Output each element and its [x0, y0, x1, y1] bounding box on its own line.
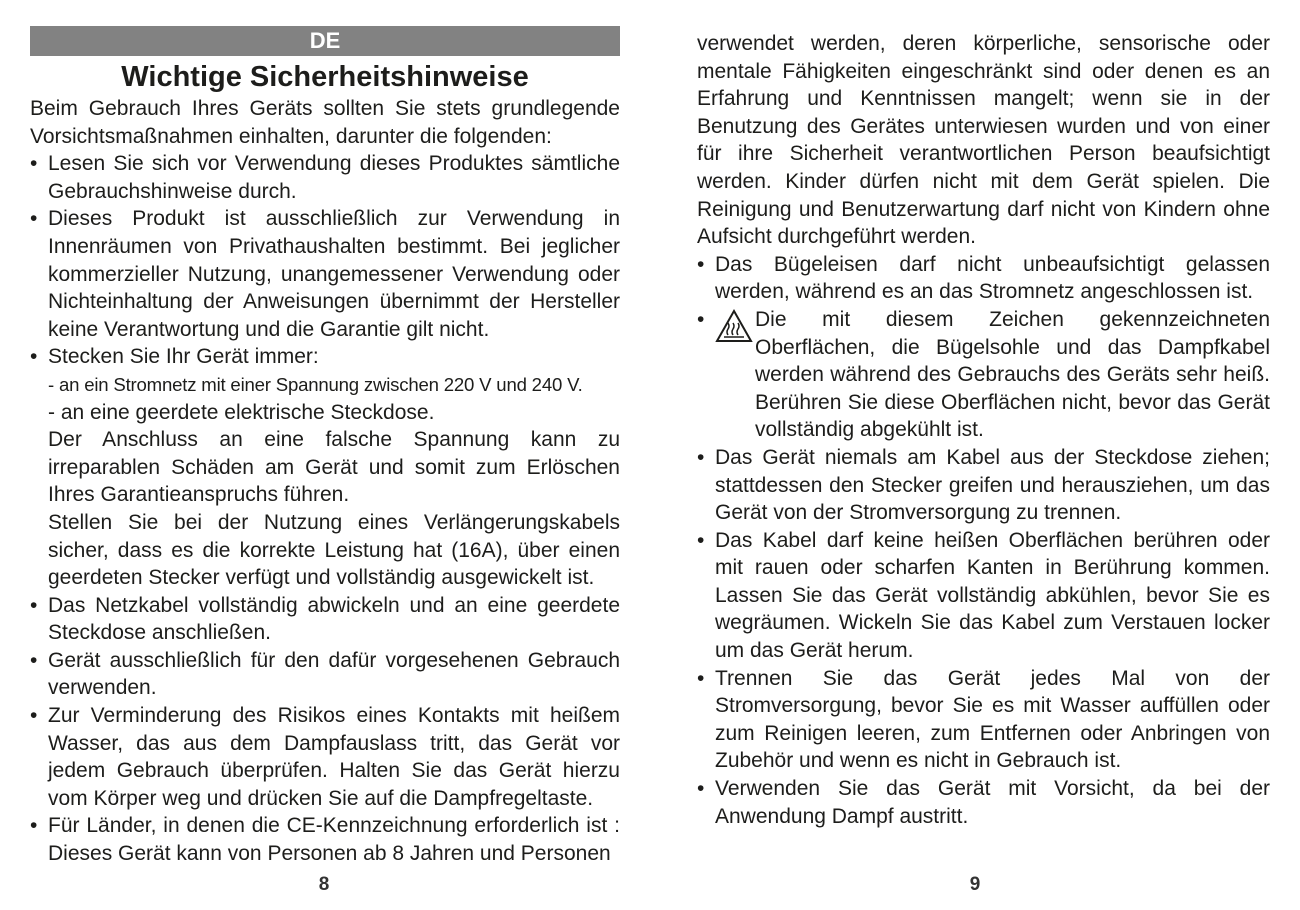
page-number-left: 8: [318, 874, 330, 895]
list-item-text: Das Netzkabel vollständig abwickeln und an eine geerdete Steckdose anschließen.: [48, 593, 620, 645]
intro-paragraph: Beim Gebrauch Ihres Geräts sollten Sie stets grundlegende Vorsichtsmaßnahmen einhalten, darunter die folgenden:: [30, 97, 620, 148]
list-item: [697, 527, 1270, 665]
bullet-icon: •: [30, 152, 38, 176]
list-item-text: Trennen Sie das Gerät jedes Mal von der Stromversorgung, bevor Sie es mit Wasser auffüllen oder zum Reinigen leeren, zum Entfernen oder Anbringen von Zubehör und wenn es nicht in Gebrauch ist.: [715, 666, 1270, 773]
page-number-right: 9: [969, 874, 981, 895]
list-item-text: Verwenden Sie das Gerät mit Vorsicht, da bei der Anwendung Dampf austritt.: [715, 777, 1270, 828]
bullet-icon: •: [30, 593, 38, 617]
grounding-requirement: - an eine geerdete elektrische Steckdose.: [48, 400, 435, 424]
list-item: [697, 251, 1270, 306]
bullet-icon: •: [697, 528, 705, 552]
list-item: [30, 647, 620, 702]
hot-surface-warning-icon: [715, 308, 753, 344]
list-item: [30, 205, 620, 343]
list-item: [30, 150, 620, 205]
list-item: [30, 812, 620, 867]
bullet-icon: •: [30, 345, 38, 369]
bullet-icon: •: [697, 666, 705, 690]
list-item-text: Zur Verminderung des Risikos eines Kontakts mit heißem Wasser, das aus dem Dampfauslass tritt, das Gerät vor jedem Gebrauch überprüfen. Halten Sie das Gerät hierzu vom Körper weg und drücken Sie auf die Dampfregeltaste.: [48, 704, 620, 810]
bullet-icon: •: [30, 207, 38, 231]
continuation-paragraph: verwendet werden, deren körperliche, sensorische oder mentale Fähigkeiten eingeschränkt sind oder denen es an Erfahrung und Kenntnissen mangelt; wenn sie in der Benutzung des Gerätes unterwiesen wurden und von einer für ihre Sicherheit verantwortlichen Person beaufsichtigt werden. Kinder dürfen nicht mit dem Gerät spielen. Die Reinigung und Benutzerwartung darf nicht von Kindern ohne Aufsicht durchgeführt werden.: [697, 32, 1270, 249]
list-item-text: Die mit diesem Zeichen gekennzeichneten Oberflächen, die Bügelsohle und das Dampfkabel werden während des Gebrauchs des Geräts sehr heiß. Berühren Sie diese Oberflächen nicht, bevor das Gerät vollständig abgekühlt ist.: [755, 307, 1270, 442]
page-title: Wichtige Sicherheitshinweise: [121, 61, 529, 93]
list-item-text: Das Kabel darf keine heißen Oberflächen berühren oder mit rauen oder scharfen Kanten in Berührung kommen. Lassen Sie das Gerät vollständig abkühlen, bevor Sie es wegräumen. Wickeln Sie das Kabel zum Verstauen locker um das Gerät herum.: [715, 528, 1270, 663]
list-item: [697, 665, 1270, 775]
list-item: [30, 702, 620, 812]
extension-cable-note: Stellen Sie bei der Nutzung eines Verlängerungskabels sicher, dass es die korrekte Leistung hat (16A), über einen geerdeten Stecker verfügt und vollständig ausgewickelt ist.: [48, 510, 620, 590]
list-item-text: Das Bügeleisen darf nicht unbeaufsichtigt gelassen werden, während es an das Stromnetz angeschlossen ist.: [715, 252, 1270, 304]
bullet-icon: •: [30, 648, 38, 672]
bullet-icon: •: [697, 445, 705, 469]
bullet-icon: •: [697, 777, 705, 801]
hot-surface-warning-item: [697, 306, 1270, 444]
list-item-text: Für Länder, in denen die CE-Kennzeichnung erforderlich ist : Dieses Gerät kann von Personen ab 8 Jahren und Personen: [48, 814, 620, 866]
list-item-text: Lesen Sie sich vor Verwendung dieses Produktes sämtliche Gebrauchshinweise durch.: [48, 152, 620, 203]
voltage-warning: Der Anschluss an eine falsche Spannung kann zu irreparablen Schäden am Gerät und somit zum Erlöschen Ihres Garantieanspruchs führen.: [48, 428, 620, 507]
bullet-icon: •: [697, 252, 705, 276]
bullet-icon: •: [697, 307, 705, 331]
bullet-icon: •: [30, 814, 38, 838]
left-page: [30, 26, 620, 868]
list-item: [697, 775, 1270, 830]
list-item-text: Gerät ausschließlich für den dafür vorgesehenen Gebrauch verwenden.: [48, 648, 620, 700]
list-item: [30, 592, 620, 647]
list-item-text: Stecken Sie Ihr Gerät immer:: [48, 345, 319, 369]
bullet-icon: •: [30, 704, 38, 728]
list-item: [697, 444, 1270, 527]
list-item: [30, 343, 620, 591]
list-item-text: Dieses Produkt ist ausschließlich zur Verwendung in Innenräumen von Privathaushalten bestimmt. Bei jeglicher kommerzieller Nutzung, unangemessener Verwendung oder Nichteinhaltung der Anweisungen übernimmt der Hersteller keine Verantwortung und die Garantie gilt nicht.: [48, 207, 620, 341]
voltage-requirement: - an ein Stromnetz mit einer Spannung zwischen 220 V und 240 V.: [48, 373, 583, 395]
right-page: [697, 30, 1270, 830]
list-item-text: Das Gerät niemals am Kabel aus der Steckdose ziehen; stattdessen den Stecker greifen und herausziehen, um das Gerät von der Stromversorgung zu trennen.: [715, 445, 1270, 525]
language-header: DE: [30, 26, 620, 56]
